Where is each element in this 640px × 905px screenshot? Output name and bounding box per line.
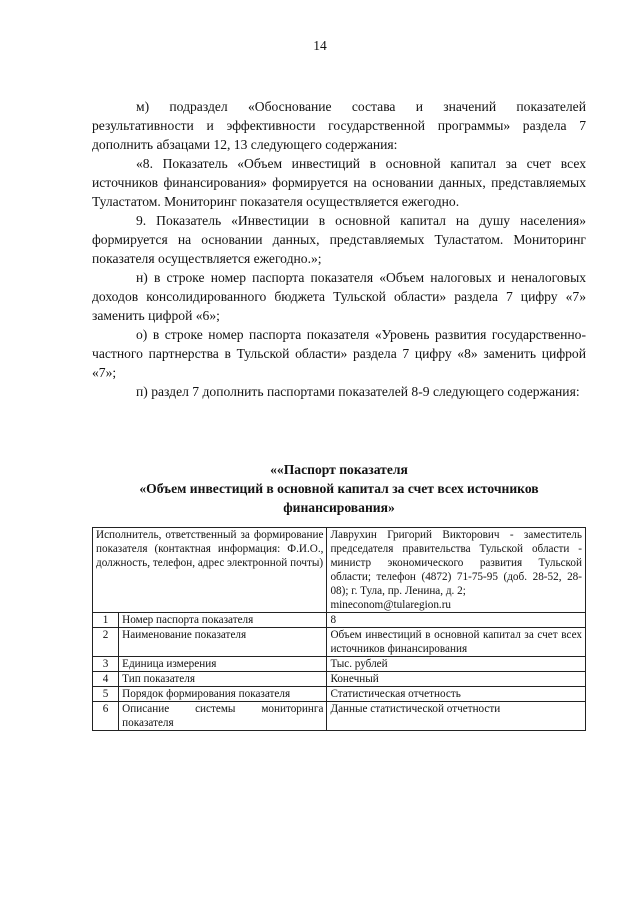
page-number: 14 — [313, 38, 327, 53]
table-row — [93, 628, 586, 657]
responsible-label: Исполнитель, ответственный за формирование показателя (контактная информация: Ф.И.О., должность, телефон, адрес электронной почты) — [93, 528, 327, 613]
row-number: 4 — [93, 672, 119, 687]
table-row — [93, 613, 586, 628]
row-value: Конечный — [327, 672, 586, 687]
row-number: 5 — [93, 687, 119, 702]
passport-title — [92, 460, 586, 517]
row-number: 1 — [93, 613, 119, 628]
paragraph-m: м) подраздел «Обоснование состава и значений показателей результативности и эффективности государственной программы» раздела 7 дополнить абзацами 12, 13 следующего содержания: — [92, 99, 586, 152]
body-text — [92, 97, 586, 401]
paragraph-indicator-9: 9. Показатель «Инвестиции в основной капитал на душу населения» формируется на основании данных, представляемых Туластатом. Мониторинг показателя осуществляется ежегодно.»; — [92, 213, 586, 266]
responsible-contact: Лаврухин Григорий Викторович - заместитель председателя правительства Тульской области - министр экономического развития Тульской области; телефон (4872) 71-75-95 (доб. 28-52, 28-08); г. Тула, пр. Ленина, д. 2; — [330, 529, 582, 597]
table-row — [93, 702, 586, 731]
row-label: Единица измерения — [119, 657, 327, 672]
row-label: Описание системы мониторинга показателя — [119, 702, 327, 731]
table-row — [93, 687, 586, 702]
row-label: Номер паспорта показателя — [119, 613, 327, 628]
table-row — [93, 672, 586, 687]
row-value: Данные статистической отчетности — [327, 702, 586, 731]
row-label: Порядок формирования показателя — [119, 687, 327, 702]
responsible-value — [327, 528, 586, 613]
row-value: Тыс. рублей — [327, 657, 586, 672]
row-value: 8 — [327, 613, 586, 628]
paragraph-p: п) раздел 7 дополнить паспортами показателей 8-9 следующего содержания: — [136, 384, 580, 399]
table-row — [93, 528, 586, 613]
paragraph-o: о) в строке номер паспорта показателя «Уровень развития государственно-частного партнерства в Тульской области» раздела 7 цифру «8» заменить цифрой «7»; — [92, 327, 586, 380]
row-value: Объем инвестиций в основной капитал за счет всех источников финансирования — [327, 628, 586, 657]
row-number: 2 — [93, 628, 119, 657]
row-number: 6 — [93, 702, 119, 731]
table-row — [93, 657, 586, 672]
passport-title-line2: «Объем инвестиций в основной капитал за счет всех источников финансирования» — [139, 481, 539, 515]
row-value: Статистическая отчетность — [327, 687, 586, 702]
paragraph-indicator-8: «8. Показатель «Объем инвестиций в основной капитал за счет всех источников финансирования» формируется на основании данных, представляемых Туластатом. Мониторинг показателя осуществляется ежегодно. — [92, 156, 586, 209]
row-label: Наименование показателя — [119, 628, 327, 657]
paragraph-n: н) в строке номер паспорта показателя «Объем налоговых и неналоговых доходов консолидированного бюджета Тульской области» раздела 7 цифру «7» заменить цифрой «6»; — [92, 270, 586, 323]
passport-title-line1: ««Паспорт показателя — [270, 462, 408, 477]
responsible-email: mineconom@tularegion.ru — [330, 599, 452, 611]
row-number: 3 — [93, 657, 119, 672]
row-label: Тип показателя — [119, 672, 327, 687]
passport-table — [92, 527, 586, 731]
